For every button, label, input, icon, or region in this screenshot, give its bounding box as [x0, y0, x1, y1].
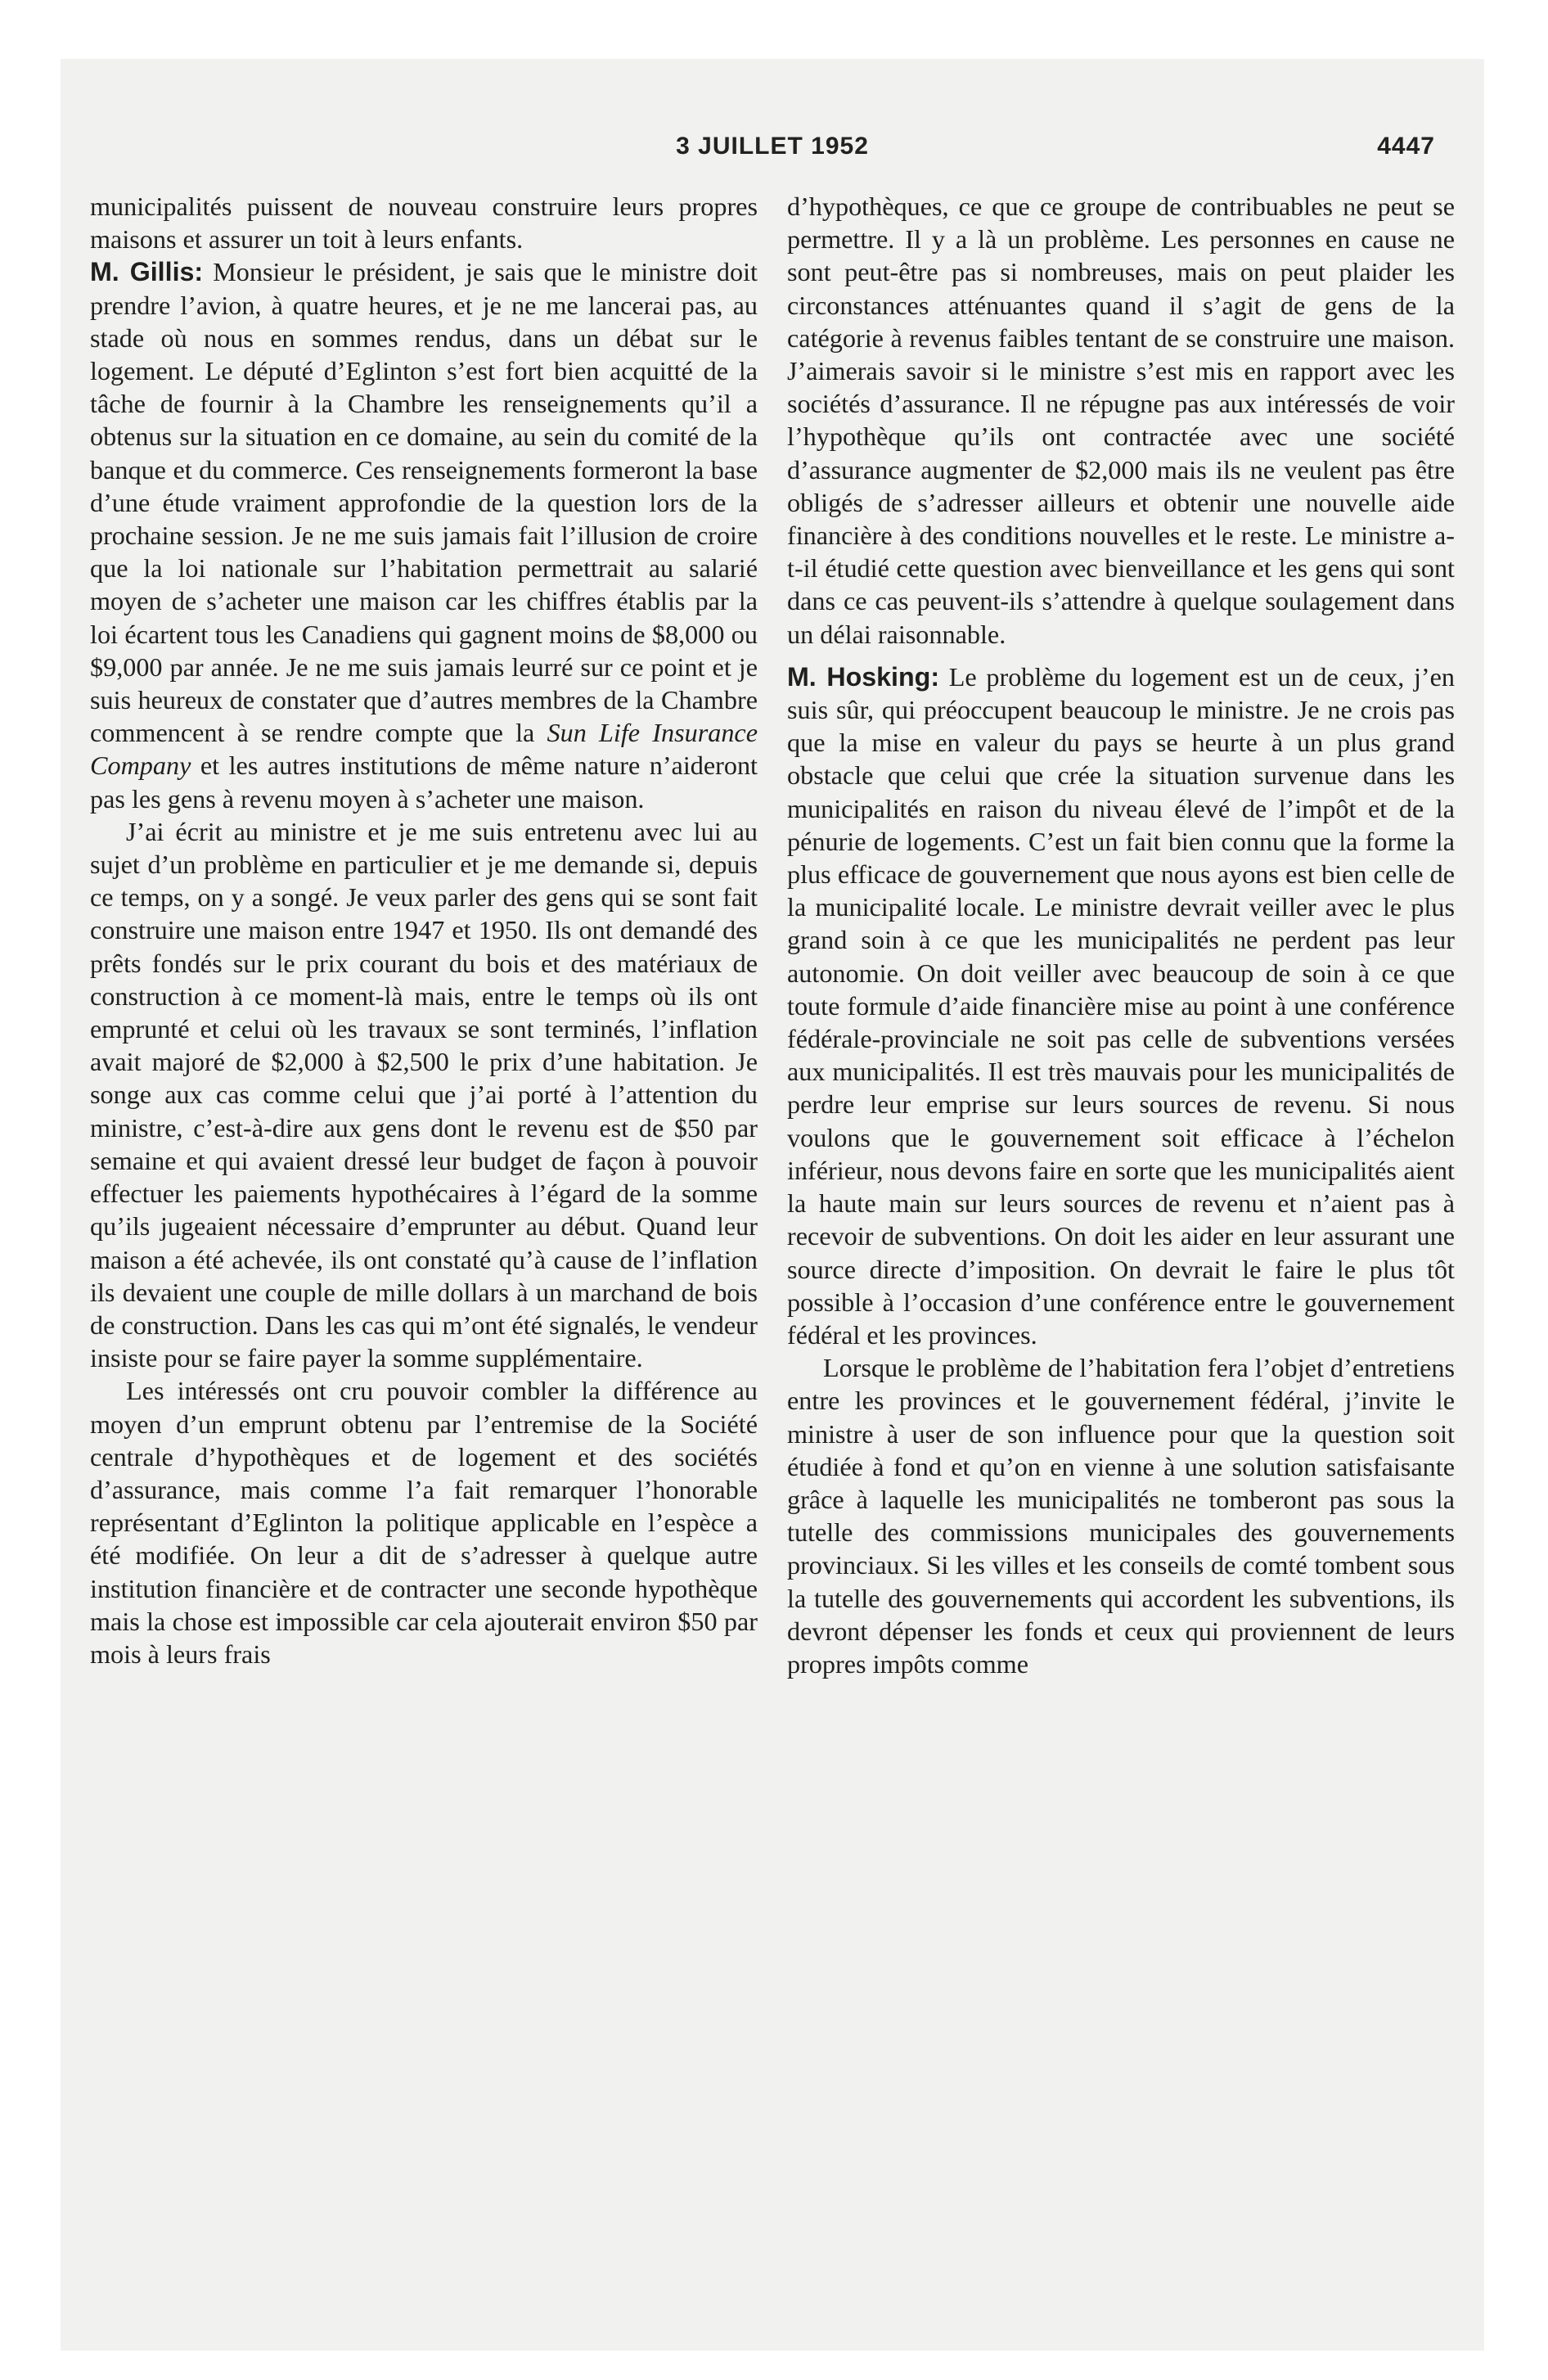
text-columns — [90, 190, 1455, 1680]
paragraph: J’ai écrit au ministre et je me suis entretenu avec lui au sujet d’un problème en particulier et je me demande si, depuis ce temps, on y a songé. Je veux parler des gens qui se sont fait construire une maison entre 1947 et 1950. Ils ont demandé des prêts fondés sur le prix courant du bois et des matériaux de construction à ce moment-là mais, entre le temps où ils ont emprunté et celui où les travaux se sont terminés, l’inflation avait majoré de $2,000 à $2,500 le prix d’une habitation. Je songe aux cas comme celui que j’ai porté à l’attention du ministre, c’est-à-dire aux gens dont le revenu est de $50 par semaine et qui avaient dressé leur budget de façon à pouvoir effectuer les paiements hypothécaires à l’égard de la somme qu’ils jugeaient nécessaire d’emprunter au début. Quand leur maison a été achevée, ils ont constaté qu’à cause de l’inflation ils devaient une couple de mille dollars à un marchand de bois de construction. Dans les cas qui m’ont été signalés, le vendeur insiste pour se faire payer la somme supplémentaire. — [90, 816, 758, 1373]
italic-company-name: Sun Life Insurance Company — [90, 718, 758, 781]
speech-text: Le problème du logement est un de ceux, j’en suis sûr, qui préoccupent beaucoup le ministre. Je ne crois pas que la mise en valeur du pays se heurte à un plus grand obstacle que celui que crée la situation survenue dans les municipalités en raison du niveau élevé de l’impôt et de la pénurie de logements. C’est un fait bien connu que la forme la plus efficace de gouvernement que nous ayons est bien celle de la municipalité locale. Le ministre devrait veiller avec le plus grand soin à ce que les municipalités ne perdent pas leur autonomie. On doit veiller avec beaucoup de soin à ce que toute formule d’aide financière mise au point à une conférence fédérale-provinciale ne soit pas celle de subventions versées aux municipalités. Il est très mauvais pour les municipalités de perdre leur emprise sur leurs sources de revenu. Si nous voulons que le gouvernement soit efficace à l’échelon inférieur, nous devons faire en sorte que les municipalités aient la haute main sur leurs sources de revenu et n’aient pas à recevoir de subventions. On doit les aider en leur assurant une source directe d’imposition. On devrait le faire le plus tôt possible à l’occasion d’une conférence entre le gouvernement fédéral et les provinces. — [787, 661, 1455, 1350]
right-column — [787, 190, 1455, 1680]
page-date: 3 JUILLET 1952 — [676, 133, 869, 160]
paragraph: d’hypothèques, ce que ce groupe de contribuables ne peut se permettre. Il y a là un problème. Les personnes en cause ne sont peut-être pas si nombreuses, mais on peut plaider les circonstances atténuantes quand il s’agit de gens de la catégorie à revenus faibles tentant de se construire une maison. J’aimerais savoir si le ministre s’est mis en rapport avec les sociétés d’assurance. Il ne répugne pas aux intéressés de voir l’hypothèque qu’ils ont contractée avec une société d’assurance augmenter de $2,000 mais ils ne veulent pas être obligés de s’adresser ailleurs et obtenir une nouvelle aide financière à des conditions nouvelles et le reste. Le ministre a-t-il étudié cette question avec bienveillance et les gens qui sont dans ce cas peuvent-ils s’attendre à quelque soulagement dans un délai raisonnable. — [787, 192, 1455, 649]
paragraph: municipalités puissent de nouveau construire leurs propres maisons et assurer un toit à leurs enfants. — [90, 192, 758, 255]
speech-paragraph — [90, 255, 758, 814]
speech-paragraph — [787, 660, 1455, 1351]
paragraph: Lorsque le problème de l’habitation fera l’objet d’entretiens entre les provinces et le gouvernement fédéral, j’invite le ministre à user de son influence pour que la question soit étudiée à fond et qu’on en vienne à une solution satisfaisante grâce à laquelle les municipalités ne tomberont pas sous la tutelle des commissions municipales des gouvernements provinciaux. Si les villes et les conseils de comté tombent sous la tutelle des gouvernements qui accordent les subventions, ils devront dépenser les fonds et ceux qui proviennent de leurs propres impôts comme — [787, 1353, 1455, 1679]
page — [61, 59, 1484, 2351]
speaker-name: M. Hosking: — [787, 661, 940, 692]
paragraph: Les intéressés ont cru pouvoir combler la différence au moyen d’un emprunt obtenu par l’entremise de la Société centrale d’hypothèques et de logement et des sociétés d’assurance, mais comme l’a fait remarquer l’honorable représentant d’Eglinton la politique applicable en l’espèce a été modifiée. On leur a dit de s’adresser à quelque autre institution financière et de contracter une seconde hypothèque mais la chose est impossible car cela ajouterait environ $50 par mois à leurs frais — [90, 1376, 758, 1669]
page-number: 4447 — [1377, 133, 1435, 160]
left-column — [90, 190, 758, 1680]
speech-text: Monsieur le président, je sais que le ministre doit prendre l’avion, à quatre heures, et je ne me lancerai pas, au stade où nous en sommes rendus, dans un débat sur le logement. Le député d’Eglinton s’est fort bien acquitté de la tâche de fournir à la Chambre les renseignements qu’il a obtenus sur la situation en ce domaine, au sein du comité de la banque et du commerce. Ces renseignements formeront la base d’une étude vraiment approfondie de la question lors de la prochaine session. Je ne me suis jamais fait l’illusion de croire que la loi nationale sur l’habitation permettrait au salarié moyen de s’acheter une maison car les chiffres établis par la loi écartent tous les Canadiens qui gagnent moins de $8,000 ou $9,000 par année. Je ne me suis jamais leurré sur ce point et je suis heureux de constater que d’autres membres de la Chambre commencent à se rendre compte que la — [90, 257, 758, 748]
speaker-name: M. Gillis: — [90, 257, 204, 287]
page-header — [110, 133, 1435, 169]
speech-text: et les autres institutions de même nature n’aideront pas les gens à revenu moyen à s’acheter une maison. — [90, 751, 758, 814]
